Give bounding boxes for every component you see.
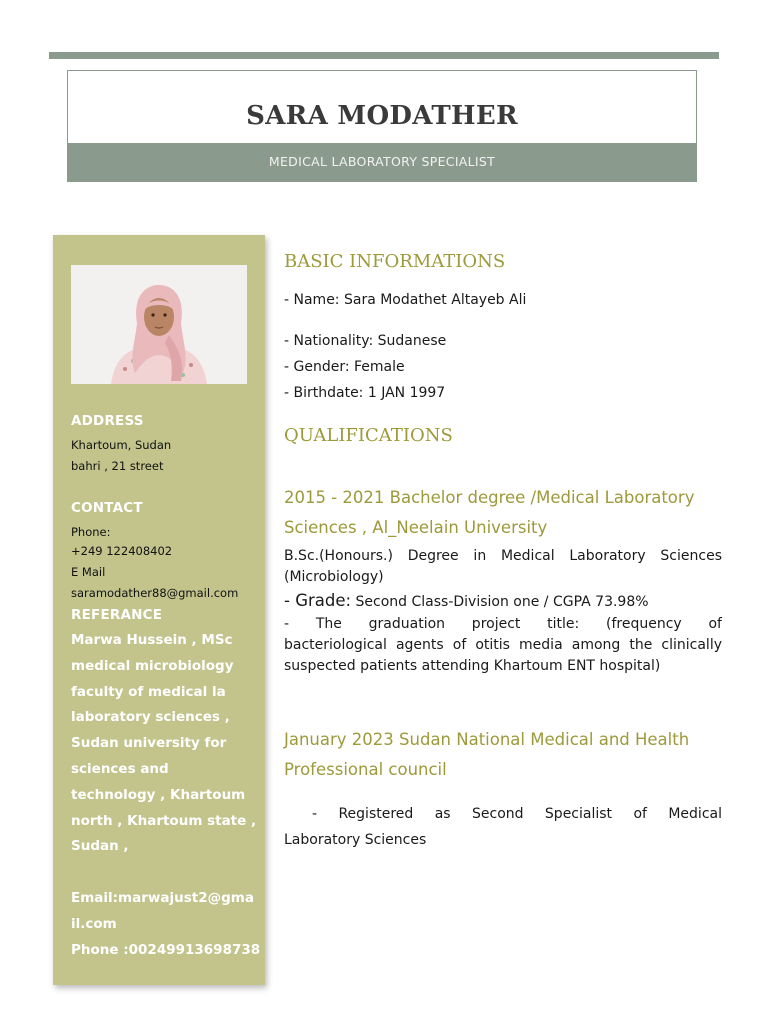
council-heading-line: Professional council <box>284 760 447 779</box>
council-heading <box>284 725 724 785</box>
degree-heading <box>284 483 724 543</box>
basic-nationality: - Nationality: Sudanese <box>284 333 447 349</box>
project-line: suspected patients attending Khartoum ENT hospital) <box>284 658 661 674</box>
job-title: MEDICAL LABORATORY SPECIALIST <box>268 154 496 169</box>
reference-line: laboratory sciences , <box>71 709 230 726</box>
project-line: - The graduation project title: (frequency of <box>284 616 722 632</box>
email-label: E Mail <box>71 565 106 579</box>
reference-line: technology , Khartoum <box>71 786 246 803</box>
reference-line: sciences and <box>71 760 169 777</box>
reference-heading: REFERANCE <box>71 607 163 623</box>
reference-line: Sudan , <box>71 838 129 855</box>
grade-label: - Grade: <box>284 591 352 610</box>
reference-email: il.com <box>71 915 117 932</box>
basic-gender: - Gender: Female <box>284 359 405 375</box>
reference-email: Email:marwajust2@gma <box>71 889 254 906</box>
header-band <box>68 143 696 181</box>
grade-line <box>284 591 649 610</box>
address-line: bahri , 21 street <box>71 459 164 473</box>
basic-info-heading: BASIC INFORMATIONS <box>284 251 506 272</box>
phone-number: +249 122408402 <box>71 544 173 558</box>
degree-line: B.Sc.(Honours.) Degree in Medical Laboratory Sciences <box>284 548 722 564</box>
grade-value: Second Class-Division one / CGPA 73.98% <box>351 594 649 610</box>
reference-line: medical microbiology <box>71 657 234 674</box>
degree-heading-line: 2015 - 2021 Bachelor degree /Medical Laboratory <box>284 488 695 507</box>
reference-line: Marwa Hussein , MSc <box>71 632 233 648</box>
address-heading: ADDRESS <box>71 413 144 429</box>
email-address: saramodather88@gmail.com <box>71 586 239 600</box>
reference-phone: Phone :00249913698738 <box>71 941 261 958</box>
reference-line: faculty of medical la <box>71 683 226 700</box>
candidate-name: SARA MODATHER <box>246 101 518 131</box>
degree-description <box>284 546 722 588</box>
basic-birthdate: - Birthdate: 1 JAN 1997 <box>284 385 446 401</box>
project-line: bacteriological agents of otitis media among the clinically <box>284 637 722 653</box>
header <box>67 70 697 182</box>
sidebar <box>53 235 265 985</box>
top-rule <box>49 52 719 59</box>
profile-photo <box>71 265 247 384</box>
degree-heading-line: Sciences , Al_Neelain University <box>284 518 548 537</box>
contact-heading: CONTACT <box>71 500 143 516</box>
project-description <box>284 614 722 677</box>
basic-name: - Name: Sara Modathet Altayeb Ali <box>284 292 527 308</box>
reference-line: north , Khartoum state , <box>71 812 257 829</box>
degree-line: (Microbiology) <box>284 569 384 585</box>
council-heading-line: January 2023 Sudan National Medical and Health <box>284 730 690 749</box>
reference-block <box>71 628 261 963</box>
qualifications-heading: QUALIFICATIONS <box>284 425 453 446</box>
registration-description <box>284 801 722 853</box>
reference-line: Sudan university for <box>71 735 227 752</box>
reference-line <box>71 860 256 886</box>
phone-label: Phone: <box>71 525 111 539</box>
registration-line: Laboratory Sciences <box>284 832 427 848</box>
address-line: Khartoum, Sudan <box>71 438 172 452</box>
registration-line: - Registered as Second Specialist of Medical <box>312 806 722 822</box>
